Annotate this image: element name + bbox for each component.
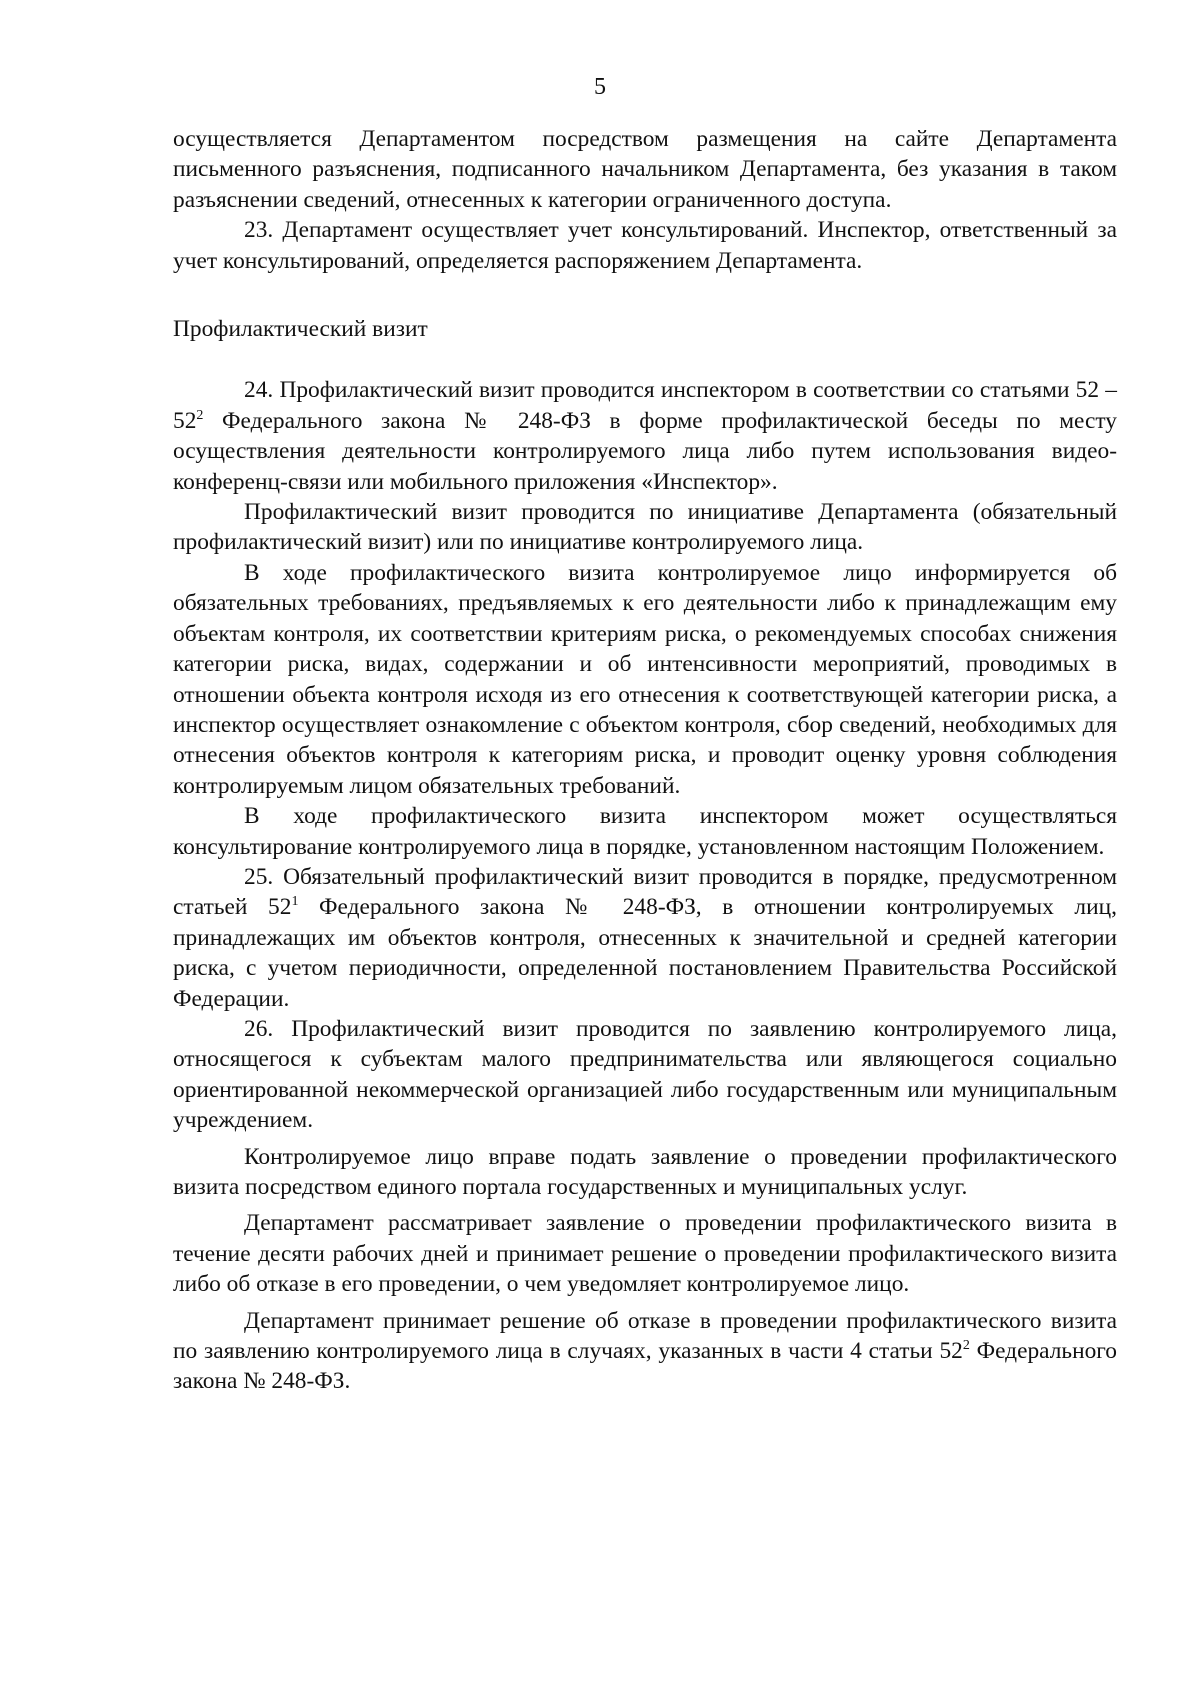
- paragraph-continuation: осуществляется Департаментом посредством размещения на сайте Департамента письменного разъяснения, подписанного начальником Департамента, без указания в таком разъяснении сведений, отнесенных к категории ограниченного доступа.: [173, 126, 1117, 213]
- paragraph-24-text-b: Федерального закона № 248-ФЗ в форме профилактической беседы по месту осуществления деятельности контролируемого лица либо путем использования видео-конференц-связи или мобильного приложения «Инспектор».: [173, 407, 1117, 495]
- paragraph-26-part-4: [173, 1306, 1117, 1397]
- paragraph-26-part-3: Департамент рассматривает заявление о проведении профилактического визита в течение десяти рабочих дней и принимает решение о проведении профилактического визита либо об отказе в его проведении, о чем уведомляет контролируемое лицо.: [173, 1210, 1117, 1298]
- paragraph-24-superscript: 2: [196, 407, 204, 423]
- section-heading: Профилактический визит: [173, 316, 428, 343]
- paragraph-24-part-4: В ходе профилактического визита инспектором может осуществляться консультирование контролируемого лица в порядке, установленном настоящим Положением.: [173, 803, 1117, 860]
- document-body: [173, 124, 1117, 1397]
- paragraph-26-part-4-text-a: Департамент принимает решение об отказе в проведении профилактического визита по заявлению контролируемого лица в случаях, указанных в части 4 статьи 52: [173, 1307, 1117, 1365]
- paragraph-24-text-a: 24. Профилактический визит проводится инспектором в соответствии со статьями 52 – 52: [173, 377, 1117, 434]
- paragraph-25-text-b: Федерального закона № 248-ФЗ, в отношении контролируемых лиц, принадлежащих им объектов контроля, отнесенных к значительной и средней категории риска, с учетом периодичности, определенной постановлением Правительства Российской Федерации.: [173, 894, 1117, 1012]
- paragraph-23: 23. Департамент осуществляет учет консультирований. Инспектор, ответственный за учет консультирований, определяется распоряжением Департамента.: [173, 217, 1117, 274]
- page-number: 5: [594, 74, 606, 100]
- paragraph-25-superscript: 1: [291, 894, 299, 910]
- paragraph-24-part-3: В ходе профилактического визита контролируемое лицо информируется об обязательных требованиях, предъявляемых к его деятельности либо к принадлежащим ему объектам контроля, их соответствии критериям риска, о рекомендуемых способах снижения категории риска, видах, содержании и об интенсивности мероприятий, проводимых в отношении объекта контроля исходя из его отнесения к соответствующей категории риска, а инспектор осуществляет ознакомление с объектом контроля, сбор сведений, необходимых для отнесения объектов контроля к категориям риска, и проводит оценку уровня соблюдения контролируемым лицом обязательных требований.: [173, 559, 1117, 799]
- paragraph-24-part-2: Профилактический визит проводится по инициативе Департамента (обязательный профилактический визит) или по инициативе контролируемого лица.: [173, 499, 1117, 556]
- paragraph-25-text-a: 25. Обязательный профилактический визит проводится в порядке, предусмотренном статьей 52: [173, 863, 1117, 921]
- paragraph-26: 26. Профилактический визит проводится по заявлению контролируемого лица, относящегося к субъектам малого предпринимательства или являющегося социально ориентированной некоммерческой организацией либо государственным или муниципальным учреждением.: [173, 1015, 1117, 1134]
- paragraph-26-part-4-text-b: Федерального закона № 248-ФЗ.: [173, 1338, 1117, 1395]
- paragraph-25: [173, 862, 1117, 1014]
- paragraph-24: [173, 375, 1117, 497]
- paragraph-26-part-2: Контролируемое лицо вправе подать заявление о проведении профилактического визита посредством единого портала государственных и муниципальных услуг.: [173, 1143, 1117, 1200]
- paragraph-26-part-4-superscript: 2: [962, 1338, 970, 1354]
